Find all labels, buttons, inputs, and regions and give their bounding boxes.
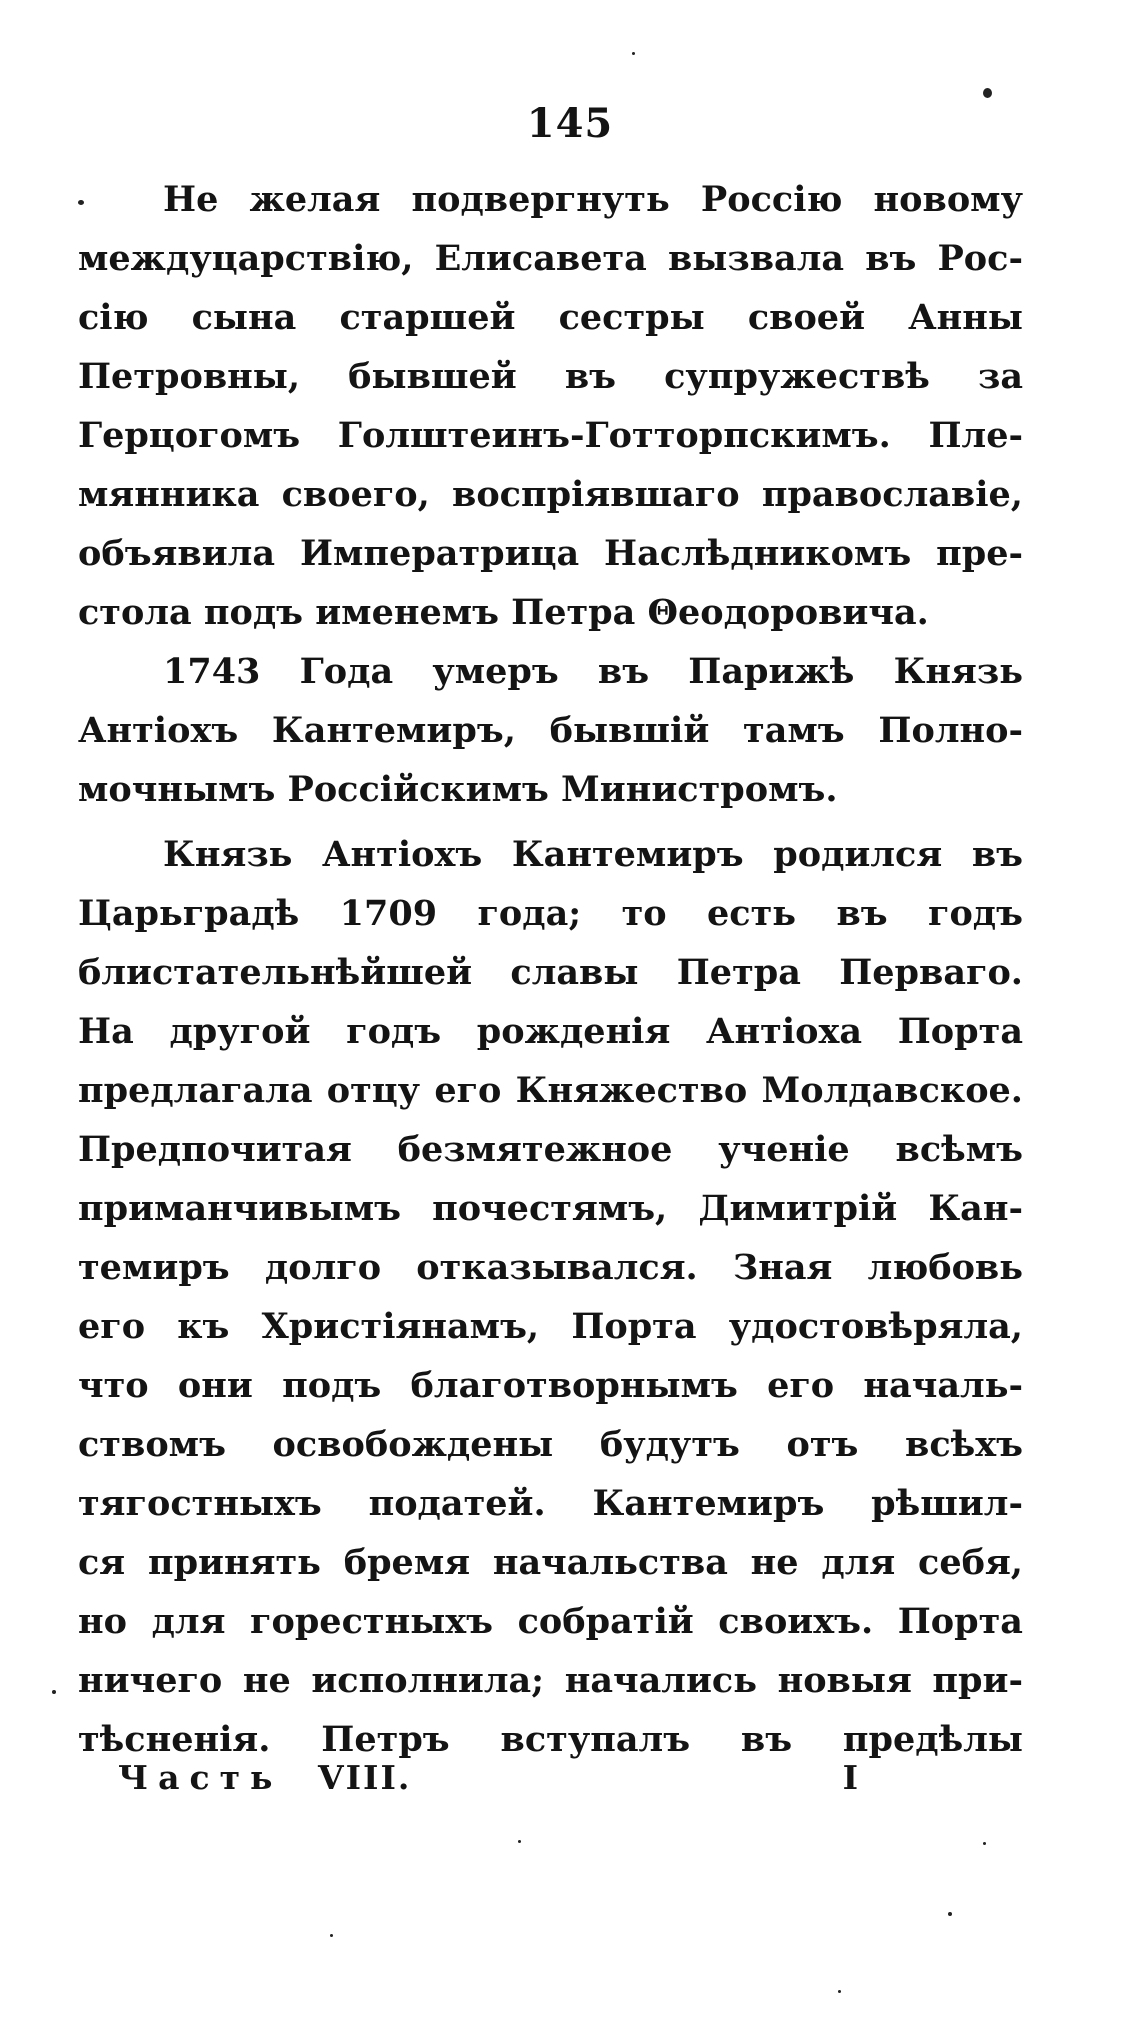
part-label: Часть <box>118 1758 283 1797</box>
text-line: ничего не исполнила; начались новыя при- <box>78 1660 1023 1701</box>
text-line: тягостныхъ податей. Кантемиръ рѣшил- <box>78 1483 1023 1524</box>
text-line: междуцарствію, Елисавета вызвала въ Рос- <box>78 238 1023 279</box>
text-line: Предпочитая безмятежное ученіе всѣмъ <box>78 1129 1023 1170</box>
scan-speck <box>983 88 992 98</box>
text-line: мянника своего, воспріявшаго православіе, <box>78 474 1023 515</box>
text-line: Герцогомъ Голштеинъ-Готторпскимъ. Пле- <box>78 415 1023 456</box>
text-line: ся принять бремя начальства не для себя, <box>78 1542 1023 1583</box>
scan-speck <box>52 1690 56 1694</box>
text-line: сію сына старшей сестры своей Анны <box>78 297 1023 338</box>
text-line: 1743 Года умеръ въ Парижѣ Князь <box>163 651 1023 692</box>
text-line: стола подъ именемъ Петра Θеодоровича. <box>78 592 929 633</box>
scan-speck <box>983 1842 986 1845</box>
text-line: объявила Императрица Наслѣдникомъ пре- <box>78 533 1023 574</box>
text-line: темиръ долго отказывался. Зная любовь <box>78 1247 1023 1288</box>
text-line: блистательнѣйшей славы Петра Перваго. <box>78 952 1023 993</box>
text-line: мочнымъ Россійскимъ Министромъ. <box>78 769 838 810</box>
scan-speck <box>330 1934 333 1937</box>
text-line: его къ Христіянамъ, Порта удостовѣряла, <box>78 1306 1023 1347</box>
volume-number: VIII. <box>318 1758 412 1797</box>
scan-speck <box>838 1990 841 1993</box>
page-number: 145 <box>526 100 614 147</box>
text-line: Антіохъ Кантемиръ, бывшій тамъ Полно- <box>78 710 1023 751</box>
text-line: Петровны, бывшей въ супружествѣ за <box>78 356 1023 397</box>
text-line: Князь Антіохъ Кантемиръ родился въ <box>163 834 1023 875</box>
text-line: приманчивымъ почестямъ, Димитрій Кан- <box>78 1188 1023 1229</box>
body-text <box>78 170 1023 1769</box>
scan-speck <box>948 1912 952 1916</box>
text-line: Не желая подвергнуть Россію новому <box>163 179 1023 220</box>
scan-speck <box>78 200 84 205</box>
scan-speck <box>632 52 635 55</box>
page-footer <box>118 1758 858 1808</box>
text-line: На другой годъ рожденія Антіоха Порта <box>78 1011 1023 1052</box>
text-line: предлагала отцу его Княжество Молдавское. <box>78 1070 1023 1111</box>
signature-mark: I <box>842 1758 858 1797</box>
text-line: но для горестныхъ собратій своихъ. Порта <box>78 1601 1023 1642</box>
scan-speck <box>518 1840 521 1843</box>
text-line: Царьградѣ 1709 года; то есть въ годъ <box>78 893 1023 934</box>
text-line: тѣсненія. Петръ вступалъ въ предѣлы <box>78 1719 1023 1760</box>
text-line: ствомъ освобождены будутъ отъ всѣхъ <box>78 1424 1023 1465</box>
text-line: что они подъ благотворнымъ его началь- <box>78 1365 1023 1406</box>
